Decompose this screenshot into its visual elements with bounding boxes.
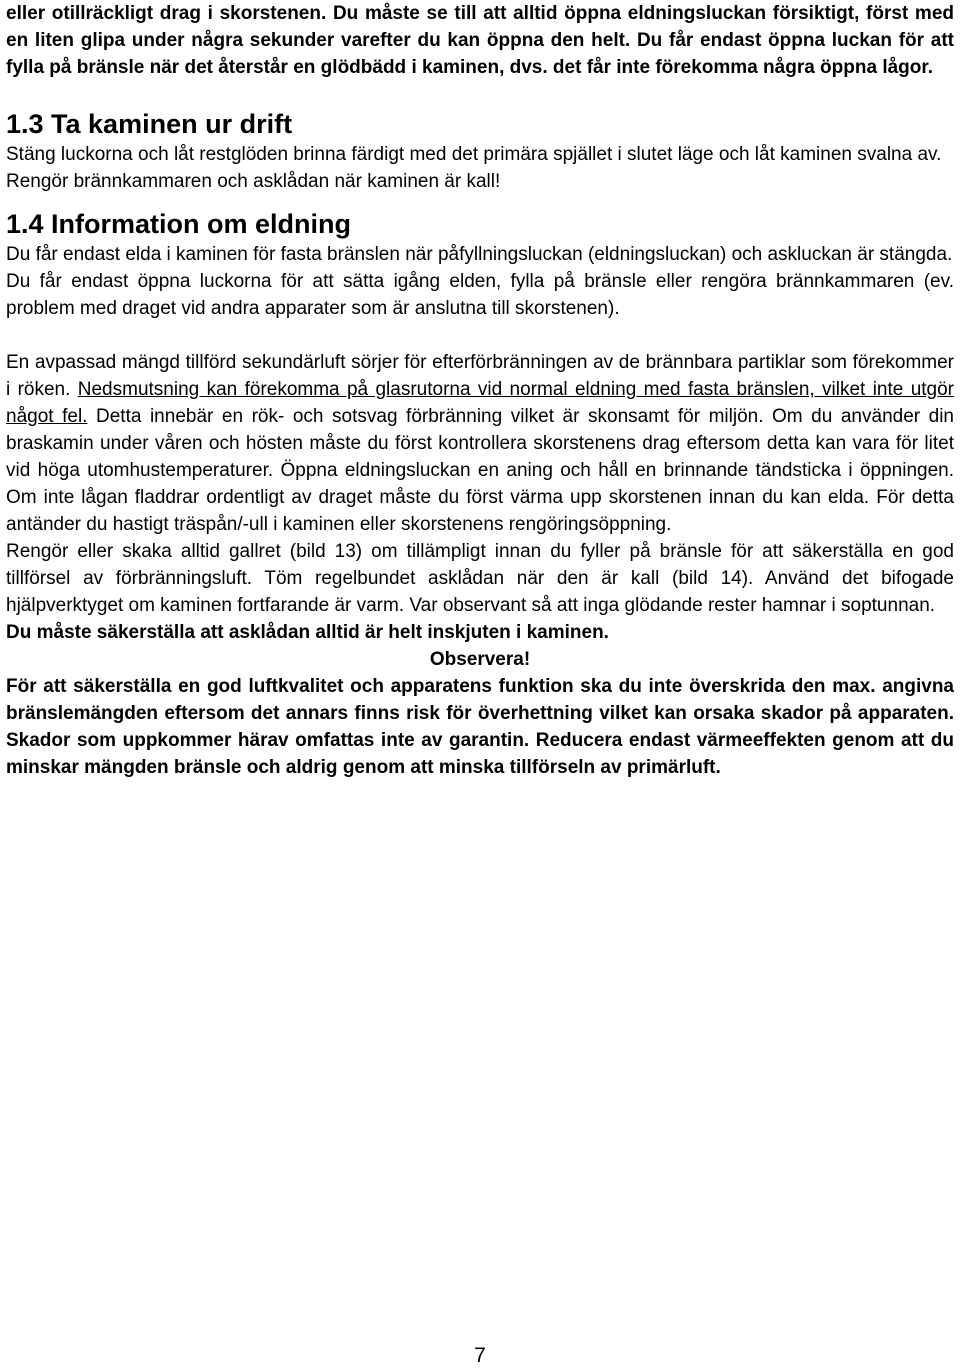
section-1-3-paragraph-2: Rengör brännkammaren och asklådan när kaminen är kall! bbox=[6, 171, 501, 192]
paragraph-3-end: Detta innebär en rök- och sotsvag förbränning vilket är skonsamt för miljön. Om du använder din braskamin under våren och hösten måste du först kontrollera skorstenens drag eftersom detta kan vara för litet vid höga utomhustemperaturer. Öppna eldningsluckan en aning och håll en brinnande tändsticka i öppningen. Om inte lågan fladdrar ordentligt av draget måste du först värma upp skorstenen innan du kan elda. För detta antänder du hastigt träspån/-ull i kaminen eller skorstenens rengöringsöppning. bbox=[6, 406, 954, 535]
section-1-4-paragraph-3 bbox=[6, 349, 954, 538]
ashpan-bold-statement: Du måste säkerställa att asklådan alltid är helt inskjuten i kaminen. bbox=[6, 622, 609, 643]
paragraph-3-underlined-note: Nedsmutsning kan förekomma på glasrutorna vid normal eldning med fasta bränslen, vilket inte utgör något fel. bbox=[6, 379, 954, 427]
section-1-4-paragraph-4: Rengör eller skaka alltid gallret (bild 13) om tillämpligt innan du fyller på bränsle för att säkerställa en god tillförsel av förbränningsluft. Töm regelbundet asklådan när den är kall (bild 14). Använd det bifogade hjälpverktyget om kaminen fortfarande är varm. Var observant så att inga glödande rester hamnar i soptunnan. bbox=[6, 541, 954, 616]
section-1-4-paragraph-1: Du får endast elda i kaminen för fasta bränslen när påfyllningsluckan (eldningsluckan) och askluckan är stängda. bbox=[6, 244, 953, 265]
paragraph-3-start: En avpassad mängd tillförd sekundärluft sörjer för efterförbränningen av de brännbara partiklar som förekommer i röken. bbox=[6, 352, 954, 400]
document-page bbox=[6, 0, 954, 781]
notice-title: Observera! bbox=[429, 649, 531, 670]
section-heading-1-4: 1.4 Information om eldning bbox=[6, 209, 352, 239]
page-number: 7 bbox=[474, 1344, 486, 1367]
section-heading-1-3: 1.3 Ta kaminen ur drift bbox=[6, 109, 293, 139]
section-1-4-paragraph-2: Du får endast öppna luckorna för att sätta igång elden, fylla på bränsle eller rengöra brännkammaren (ev. problem med draget vid andra apparater som är anslutna till skorstenen). bbox=[6, 271, 954, 319]
section-1-3-paragraph-1: Stäng luckorna och låt restglöden brinna färdigt med det primära spjället i slutet läge och låt kaminen svalna av. bbox=[6, 144, 942, 165]
notice-text: För att säkerställa en god luftkvalitet och apparatens funktion ska du inte överskrida den max. angivna bränslemängden eftersom det annars finns risk för överhettning vilket kan orsaka skador på apparaten. Skador som uppkommer härav omfattas inte av garantin. Reducera endast värmeeffekten genom att du minskar mängden bränsle och aldrig genom att minska tillförseln av primärluft. bbox=[6, 676, 954, 778]
intro-paragraph: eller otillräckligt drag i skorstenen. Du måste se till att alltid öppna eldningsluckan försiktigt, först med en liten glipa under några sekunder varefter du kan öppna den helt. Du får endast öppna luckan för att fylla på bränsle när det återstår en glödbädd i kaminen, dvs. det får inte förekomma några öppna lågor. bbox=[6, 3, 954, 78]
